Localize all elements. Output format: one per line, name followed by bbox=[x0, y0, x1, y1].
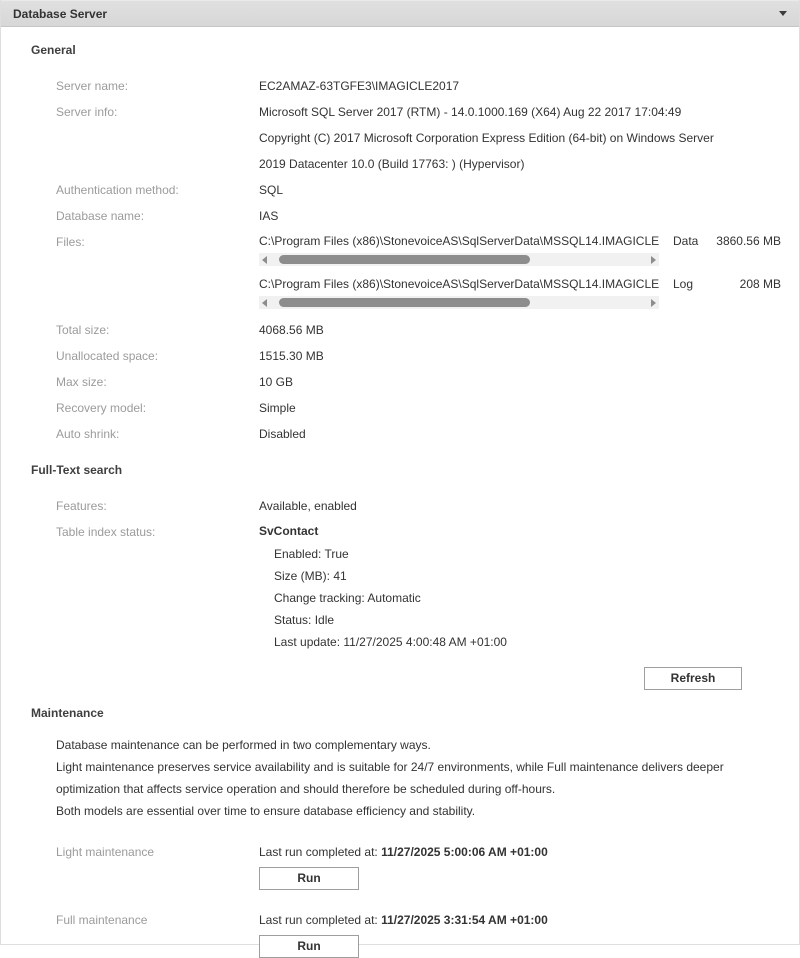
table-index-name: SvContact bbox=[259, 524, 319, 538]
section-fulltext bbox=[1, 463, 799, 690]
file-path-scrollbar[interactable] bbox=[259, 253, 659, 266]
file-size: 3860.56 MB bbox=[716, 234, 781, 248]
section-maintenance bbox=[1, 706, 799, 958]
full-maintenance-row bbox=[1, 912, 799, 958]
light-maintenance-last-run bbox=[259, 844, 548, 860]
table-index-status bbox=[259, 519, 507, 653]
light-maintenance-label: Light maintenance bbox=[56, 845, 155, 859]
files-label: Files: bbox=[56, 235, 85, 249]
file-path: C:\Program Files (x86)\StonevoiceAS\SqlServerData\MSSQL14.IMAGICLE bbox=[259, 277, 660, 291]
table-index-detail: Last update: 11/27/2025 4:00:48 AM +01:00 bbox=[274, 635, 507, 649]
database-name-label: Database name: bbox=[56, 209, 145, 223]
unallocated-label: Unallocated space: bbox=[56, 349, 159, 363]
last-run-label: Last run completed at: bbox=[259, 845, 382, 859]
field-row-auto-shrink bbox=[56, 421, 779, 447]
file-entry-data bbox=[259, 231, 781, 266]
server-name-value: EC2AMAZ-63TGFE3\IMAGICLE2017 bbox=[259, 79, 460, 93]
file-size: 208 MB bbox=[739, 277, 781, 291]
file-type: Log bbox=[673, 277, 694, 291]
full-maintenance-last-run bbox=[259, 912, 548, 928]
total-size-value: 4068.56 MB bbox=[259, 323, 324, 337]
field-row-total-size bbox=[56, 317, 779, 343]
light-maintenance-run-button[interactable]: Run bbox=[259, 867, 359, 890]
maintenance-description-line: Database maintenance can be performed in two complementary ways. bbox=[56, 738, 431, 752]
auth-method-value: SQL bbox=[259, 183, 284, 197]
table-index-detail: Change tracking: Automatic bbox=[274, 591, 421, 605]
maintenance-description-line: Light maintenance preserves service availability and is suitable for 24/7 environments, while Full maintenance delivers deeper optimization that affects service operation and should therefore be scheduled during off-hours. bbox=[56, 760, 724, 796]
field-row-server-info bbox=[56, 99, 779, 177]
server-name-label: Server name: bbox=[56, 79, 129, 93]
field-row-unallocated bbox=[56, 343, 779, 369]
panel-body bbox=[1, 43, 799, 958]
field-row-files bbox=[56, 229, 779, 317]
table-index-detail: Enabled: True bbox=[274, 547, 349, 561]
full-maintenance-label: Full maintenance bbox=[56, 913, 148, 927]
scroll-right-icon[interactable] bbox=[651, 256, 656, 264]
file-type: Data bbox=[673, 234, 699, 248]
last-run-value: 11/27/2025 3:31:54 AM +01:00 bbox=[381, 913, 548, 927]
file-path-scrollbar[interactable] bbox=[259, 296, 659, 309]
field-row-database-name bbox=[56, 203, 779, 229]
max-size-label: Max size: bbox=[56, 375, 107, 389]
section-heading-maintenance: Maintenance bbox=[31, 706, 104, 720]
features-label: Features: bbox=[56, 499, 107, 513]
table-index-detail: Size (MB): 41 bbox=[274, 569, 347, 583]
max-size-value: 10 GB bbox=[259, 375, 294, 389]
maintenance-description-line: Both models are essential over time to ensure database efficiency and stability. bbox=[56, 804, 476, 818]
section-heading-fulltext: Full-Text search bbox=[31, 463, 123, 477]
chevron-down-icon[interactable] bbox=[779, 11, 787, 16]
table-index-detail: Status: Idle bbox=[274, 613, 335, 627]
table-index-label: Table index status: bbox=[56, 525, 156, 539]
auto-shrink-label: Auto shrink: bbox=[56, 427, 120, 441]
field-row-auth-method bbox=[56, 177, 779, 203]
scroll-left-icon[interactable] bbox=[262, 256, 267, 264]
field-row-table-index bbox=[56, 519, 779, 653]
maintenance-description bbox=[56, 734, 779, 822]
light-maintenance-row bbox=[1, 844, 799, 890]
file-entry-log bbox=[259, 274, 781, 309]
refresh-button[interactable]: Refresh bbox=[644, 667, 742, 690]
last-run-label: Last run completed at: bbox=[259, 913, 382, 927]
last-run-value: 11/27/2025 5:00:06 AM +01:00 bbox=[381, 845, 548, 859]
section-heading-general: General bbox=[31, 43, 76, 57]
panel-title: Database Server bbox=[13, 6, 108, 21]
field-row-recovery-model bbox=[56, 395, 779, 421]
features-value: Available, enabled bbox=[259, 499, 357, 513]
scrollbar-track[interactable] bbox=[272, 298, 646, 307]
server-info-line: Microsoft SQL Server 2017 (RTM) - 14.0.1000.169 (X64) Aug 22 2017 17:04:49 bbox=[259, 105, 682, 119]
scroll-left-icon[interactable] bbox=[262, 299, 267, 307]
full-maintenance-run-button[interactable]: Run bbox=[259, 935, 359, 958]
auto-shrink-value: Disabled bbox=[259, 427, 306, 441]
total-size-label: Total size: bbox=[56, 323, 110, 337]
unallocated-value: 1515.30 MB bbox=[259, 349, 324, 363]
panel-header[interactable] bbox=[1, 0, 799, 27]
auth-method-label: Authentication method: bbox=[56, 183, 179, 197]
server-info-line: Copyright (C) 2017 Microsoft Corporation Express Edition (64-bit) on Windows Server bbox=[259, 131, 714, 145]
recovery-model-label: Recovery model: bbox=[56, 401, 147, 415]
field-row-max-size bbox=[56, 369, 779, 395]
field-row-server-name bbox=[56, 73, 779, 99]
server-info-label: Server info: bbox=[56, 105, 118, 119]
files-list bbox=[259, 229, 781, 317]
file-path: C:\Program Files (x86)\StonevoiceAS\SqlServerData\MSSQL14.IMAGICLE bbox=[259, 234, 660, 248]
scrollbar-track[interactable] bbox=[272, 255, 646, 264]
server-info-value bbox=[259, 99, 714, 177]
recovery-model-value: Simple bbox=[259, 401, 296, 415]
scroll-right-icon[interactable] bbox=[651, 299, 656, 307]
section-general bbox=[1, 43, 799, 447]
server-info-line: 2019 Datacenter 10.0 (Build 17763: ) (Hypervisor) bbox=[259, 157, 525, 171]
database-name-value: IAS bbox=[259, 209, 279, 223]
scrollbar-thumb[interactable] bbox=[279, 298, 530, 307]
scrollbar-thumb[interactable] bbox=[279, 255, 530, 264]
field-row-features bbox=[56, 493, 779, 519]
